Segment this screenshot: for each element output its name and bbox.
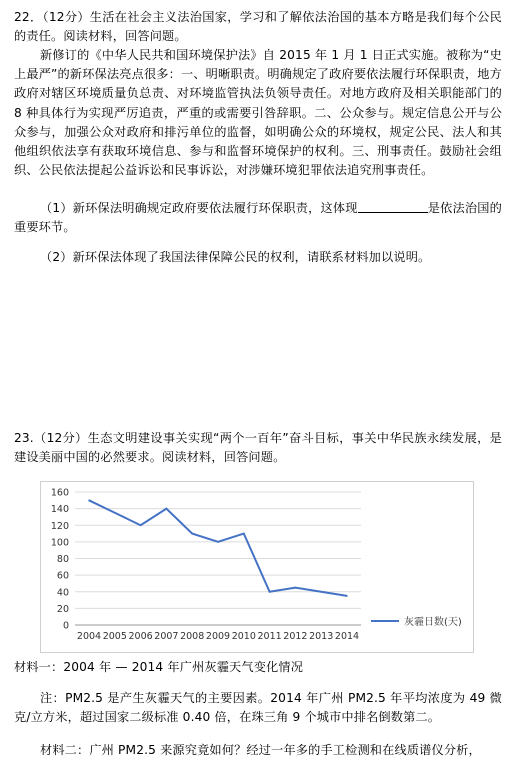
x-tick-label: 2011 <box>257 631 282 642</box>
y-tick-label: 60 <box>56 570 69 582</box>
y-tick-label: 40 <box>56 587 69 599</box>
x-tick-label: 2004 <box>76 631 102 642</box>
data-point <box>269 591 271 593</box>
q22-sub1 <box>14 199 502 237</box>
y-tick-label: 0 <box>62 620 69 632</box>
data-point <box>88 500 90 502</box>
x-tick-label: 2007 <box>154 631 179 642</box>
q23-note: 注：PM2.5 是产生灰霾天气的主要因素。2014 年广州 PM2.5 年平均浓度为 49 微克/立方米，超过国家二级标准 0.40 倍，在珠三角 9 个城市中排名倒数第二。 <box>14 691 502 725</box>
data-point <box>320 591 322 593</box>
data-point <box>114 512 116 514</box>
data-point <box>217 541 219 543</box>
q22-header: 22．（12分）生活在社会主义法治国家，学习和了解依法治国的基本方略是我们每个公民的责任。阅读材料，回答问题。 <box>14 10 502 44</box>
y-tick-label: 140 <box>50 504 69 516</box>
y-tick-label: 20 <box>56 603 69 615</box>
x-tick-label: 2009 <box>205 631 231 642</box>
x-tick-label: 2012 <box>283 631 308 642</box>
haze-chart-svg <box>41 482 473 652</box>
haze-days-chart <box>40 481 474 653</box>
y-tick-label: 120 <box>50 520 69 532</box>
data-point <box>295 587 297 589</box>
q22-sub1-tail: 是依法治国的重要环节。 <box>14 201 503 235</box>
q22-sub1-text: （1）新环保法明确规定政府要依法履行环保职责，这体现 <box>40 201 358 215</box>
q22-sub2: （2）新环保法体现了我国法律保障公民的权利，请联系材料加以说明。 <box>40 250 431 264</box>
x-tick-label: 2014 <box>334 631 360 642</box>
y-tick-label: 160 <box>50 487 69 499</box>
data-point <box>243 533 245 535</box>
x-tick-label: 2006 <box>128 631 153 642</box>
y-tick-label: 80 <box>56 554 69 565</box>
legend-label: 灰霾日数(天) <box>404 617 462 628</box>
series-line <box>89 500 347 596</box>
x-tick-label: 2005 <box>102 631 127 642</box>
chart-caption: 材料一：2004 年 — 2014 年广州灰霾天气变化情况 <box>14 660 304 674</box>
data-point <box>191 533 193 535</box>
q23-material2: 材料二：广州 PM2.5 来源究竟如何？经过一年多的手工检测和在线质谱仪分析， <box>40 743 481 757</box>
x-tick-label: 2008 <box>180 631 205 642</box>
data-point <box>140 524 142 526</box>
q22-material: 新修订的《中华人民共和国环境保护法》自 2015 年 1 月 1 日正式实施。被称为“史上最严”的新环保法亮点很多：一、明晰职责。明确规定了政府要依法履行环保职责，地方政府对辖区环境质量负总责、对环境监管执法负领导责任。对地方政府及相关职能部门的 8 种具体行为实现严厉追责，严重的或需要引咎辞职。二、公众参与。规定信息公开与公众参与，加强公众对政府和排污单位的监督，如明确公众的环境权，规定公民、法人和其他组织依法享有获取环境信息、参与和监督环境保护的权利。三、刑事责任。鼓励社会组织、公民依法提起公益诉讼和民事诉讼，对涉嫌环境犯罪依法追究刑事责任。 <box>14 48 502 178</box>
answer-blank[interactable] <box>358 200 428 213</box>
data-point <box>166 508 168 510</box>
x-tick-label: 2010 <box>231 631 256 642</box>
data-point <box>346 595 348 597</box>
y-tick-label: 100 <box>50 537 69 549</box>
x-tick-label: 2013 <box>309 631 334 642</box>
q23-header: 23.（12分）生态文明建设事关实现“两个一百年”奋斗目标，事关中华民族永续发展，是建设美丽中国的必然要求。阅读材料，回答问题。 <box>14 431 502 465</box>
